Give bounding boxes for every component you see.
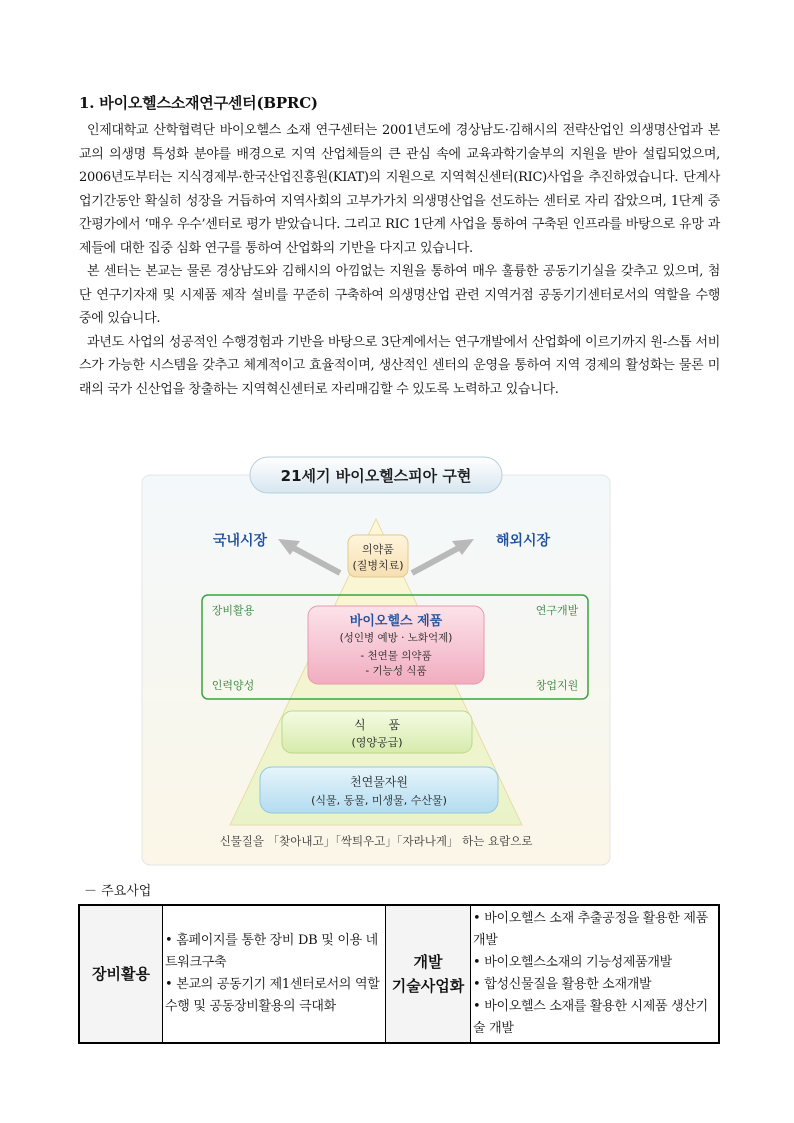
diagram-svg [140,455,612,867]
main-business-subtitle: － 주요사업 [84,884,152,899]
diagram-title: 21세기 바이오헬스피아 구현 [280,467,472,485]
biohealth-product-sub: (성인병 예방 · 노화억제) [339,632,453,644]
diagram-caption: 신물질을 「찾아내고」「싹틔우고」「자라나게」 하는 요람으로 [219,834,533,848]
biohealth-item-2: - 기능성 식품 [365,665,427,677]
natural-resource-label: 천연물자원 [350,775,408,789]
list-item: • 홈페이지를 통한 장비 DB 및 이용 네트워크구축 [165,933,378,970]
biohealthpia-diagram [140,455,612,867]
main-business-table [78,904,720,1044]
equipment-label: 장비활용 [211,604,255,617]
list-item: • 바이오헬스소재의 기능성제품개발 [473,955,672,970]
commercialization-header-line1: 개발 [413,953,443,971]
food-sub: (영양공급) [351,736,403,749]
domestic-market-label: 국내시장 [212,533,268,549]
section-heading: 1. 바이오헬스소재연구센터(BPRC) [79,94,318,112]
pharma-label: 의약품 [362,543,394,556]
paragraph-2: 본 센터는 본교는 물론 경상남도와 김해시의 아낌없는 지원을 통하여 매우 훌륭한 공동기기실을 갖추고 있으며, 첨단 연구기자재 및 시제품 제작 설비를 꾸준히 구축하여 의생명산업 관련 지역거점 공동기기센터로서의 역할을 수행 중에 있습니다. [79,264,720,326]
pharma-sub: (질병치료) [352,559,404,572]
document-body [79,92,720,401]
equipment-items [163,905,386,1043]
list-item: • 본교의 공동기기 제1센터로서의 역할 수행 및 공동장비활용의 극대화 [165,977,380,1014]
rnd-label: 연구개발 [535,604,579,617]
list-item: • 합성신물질을 활용한 소재개발 [473,977,652,992]
equipment-header: 장비활용 [79,905,163,1043]
commercialization-items [471,905,720,1043]
natural-resource-sub: (식물, 동물, 미생물, 수산물) [311,794,447,807]
table-row [79,905,719,1043]
overseas-market-label: 해외시장 [495,533,551,549]
list-item: • 바이오헬스 소재 추출공정을 활용한 제품개발 [473,911,708,948]
startup-label: 창업지원 [535,679,579,692]
manpower-label: 인력양성 [211,679,255,692]
commercialization-header [386,905,471,1043]
biohealth-product-title: 바이오헬스 제품 [349,614,443,629]
biohealth-item-1: - 천연물 의약품 [360,650,432,662]
food-label: 식 품 [353,718,401,732]
paragraph-3: 과년도 사업의 성공적인 수행경험과 기반을 바탕으로 3단계에서는 연구개발에서 산업화에 이르기까지 원-스톱 서비스가 가능한 시스템을 갖추고 체계적이고 효율적이며, 생산적인 센터의 운영을 통하여 지역 경제의 활성화는 물론 미래의 국가 신산업을 창출하는 지역혁신센터로 자리매김할 수 있도록 노력하고 있습니다. [79,334,720,397]
commercialization-header-line2: 기술사업화 [391,977,465,995]
paragraph-1: 인제대학교 산학협력단 바이오헬스 소재 연구센터는 2001년도에 경상남도·김해시의 전략산업인 의생명산업과 본교의 의생명 특성화 분야를 배경으로 지역 산업체들의 큰 관심 속에 교육과학기술부의 지원을 받아 설립되었으며, 2006년도부터는 지식경제부·한국산업진흥원(KIAT)의 지원으로 지역혁신센터(RIC)사업을 추진하였습니다. 단계사업기간동안 확실히 성장을 거듭하여 지역사회의 고부가가치 의생명산업을 선도하는 센터로 자리 잡았으며, 1단계 중간평가에서 ‘매우 우수’센터로 평가 받았습니다. 그리고 RIC 1단계 사업을 통하여 구축된 인프라를 바탕으로 유망 과제들에 대한 집중 심화 연구를 통하여 산업화의 기반을 다지고 있습니다. [79,123,720,256]
list-item: • 바이오헬스 소재를 활용한 시제품 생산기술 개발 [473,999,708,1036]
